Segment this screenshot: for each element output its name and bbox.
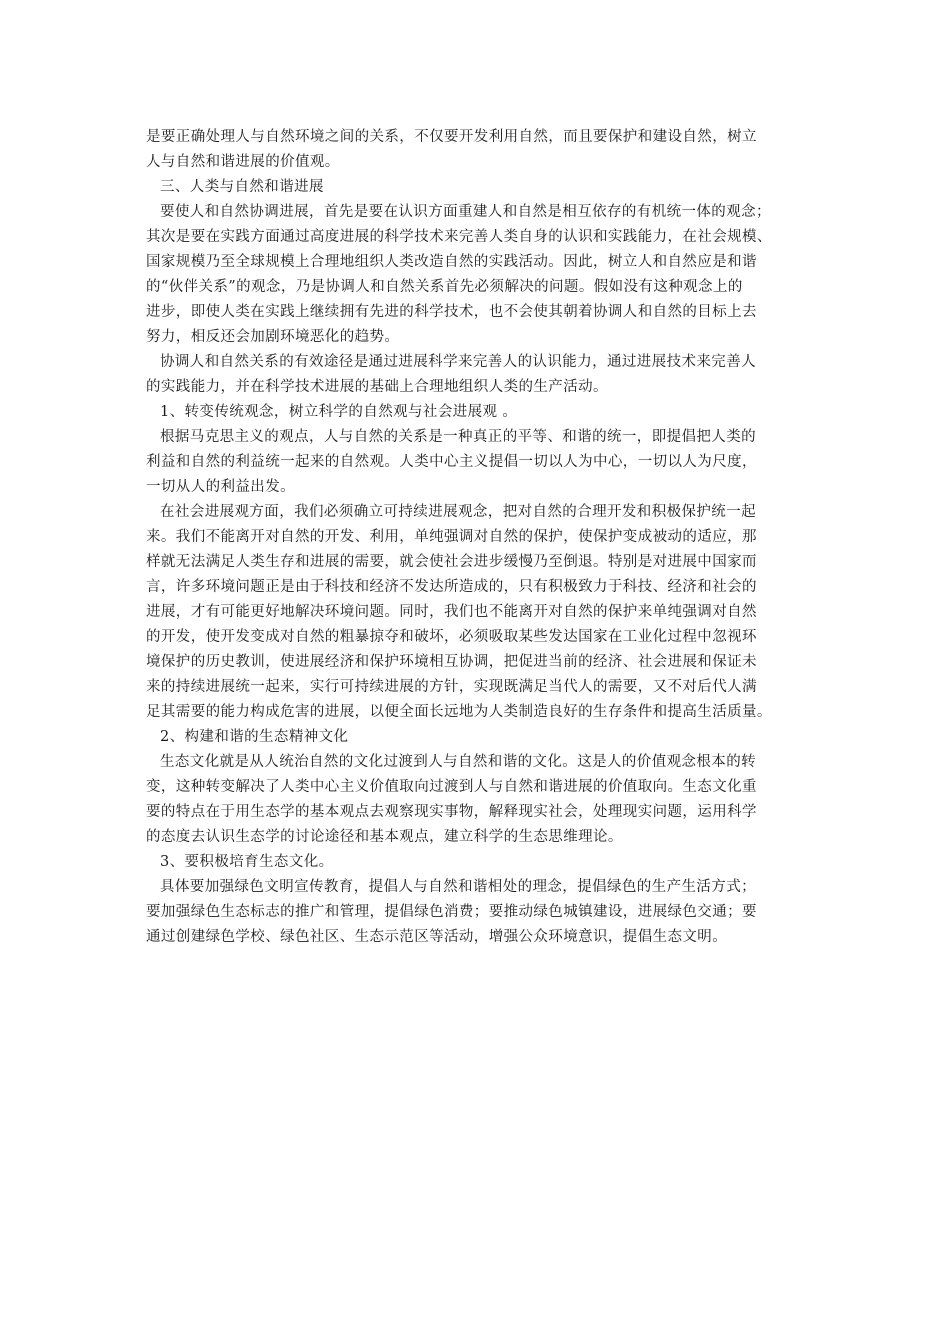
text-line: 利益和自然的利益统一起来的自然观。人类中心主义提倡一切以人为中心，一切以人为尺度， — [146, 454, 757, 470]
text-line: 的实践能力，并在科学技术进展的基础上合理地组织人类的生产活动。 — [146, 379, 608, 395]
text-line: 进步，即使人类在实践上继续拥有先进的科学技术，也不会使其朝着协调人和自然的目标上去 — [146, 304, 757, 320]
text-line: 努力，相反还会加剧环境恶化的趋势。 — [146, 329, 400, 345]
text-line: 的开发，使开发变成对自然的粗暴掠夺和破坏，必须吸取某些发达国家在工业化过程中忽视环 — [146, 629, 757, 645]
text-line: 其次是要在实践方面通过高度进展的科学技术来完善人类自身的认识和实践能力，在社会规模、 — [146, 229, 772, 245]
text-line: 足其需要的能力构成危害的进展，以便全面长远地为人类制造良好的生存条件和提高生活质量。 — [146, 704, 772, 720]
section-heading: 2、构建和谐的生态精神文化 — [160, 729, 349, 745]
section-heading: 1、转变传统观念，树立科学的自然观与社会进展观 。 — [160, 404, 518, 420]
text-line: 国家规模乃至全球规模上合理地组织人类改造自然的实践活动。因此，树立人和自然应是和谐 — [146, 254, 757, 270]
text-line: 言，许多环境问题正是由于科技和经济不发达所造成的，只有积极致力于科技、经济和社会的 — [146, 579, 757, 595]
text-line: 要使人和自然协调进展，首先是要在认识方面重建人和自然是相互依存的有机统一体的观念； — [160, 204, 771, 220]
text-line: 要加强绿色生态标志的推广和管理，提倡绿色消费；要推动绿色城镇建设，进展绿色交通；要 — [146, 904, 757, 920]
text-line: 通过创建绿色学校、绿色社区、生态示范区等活动，增强公众环境意识，提倡生态文明。 — [146, 929, 728, 945]
section-heading: 三、人类与自然和谐进展 — [160, 179, 324, 195]
text-line: 具体要加强绿色文明宣传教育，提倡人与自然和谐相处的理念，提倡绿色的生产生活方式； — [160, 879, 756, 895]
text-line: 一切从人的利益出发。 — [146, 479, 295, 495]
text-line: 境保护的历史教训，使进展经济和保护环境相互协调，把促进当前的经济、社会进展和保证未 — [146, 654, 757, 670]
text-line: 变，这种转变解决了人类中心主义价值取向过渡到人与自然和谐进展的价值取向。生态文化重 — [146, 779, 757, 795]
document-body — [146, 125, 806, 950]
text-line: 的态度去认识生态学的讨论途径和基本观点，建立科学的生态思维理论。 — [146, 829, 623, 845]
text-line: 来的持续进展统一起来，实行可持续进展的方针，实现既满足当代人的需要，又不对后代人满 — [146, 679, 757, 695]
text-line: 是要正确处理人与自然环境之间的关系，不仅要开发利用自然，而且要保护和建设自然，树立 — [146, 129, 757, 145]
text-line: 来。我们不能离开对自然的开发、利用，单纯强调对自然的保护，使保护变成被动的适应，那 — [146, 529, 757, 545]
text-line: 根据马克思主义的观点，人与自然的关系是一种真正的平等、和谐的统一，即提倡把人类的 — [160, 429, 756, 445]
text-line: 的“伙伴关系”的观念，乃是协调人和自然关系首先必须解决的问题。假如没有这种观念上的 — [146, 279, 743, 295]
text-line: 在社会进展观方面，我们必须确立可持续进展观念，把对自然的合理开发和积极保护统一起 — [160, 504, 756, 520]
text-line: 协调人和自然关系的有效途径是通过进展科学来完善人的认识能力，通过进展技术来完善人 — [160, 354, 756, 370]
section-heading: 3、要积极培育生态文化。 — [160, 854, 334, 870]
text-line: 生态文化就是从人统治自然的文化过渡到人与自然和谐的文化。这是人的价值观念根本的转 — [160, 754, 756, 770]
text-line: 样就无法满足人类生存和进展的需要，就会使社会进步缓慢乃至倒退。特别是对进展中国家而 — [146, 554, 757, 570]
text-line: 人与自然和谐进展的价值观。 — [146, 154, 340, 170]
text-line: 要的特点在于用生态学的基本观点去观察现实事物，解释现实社会，处理现实问题，运用科学 — [146, 804, 757, 820]
text-line: 进展，才有可能更好地解决环境问题。同时，我们也不能离开对自然的保护来单纯强调对自然 — [146, 604, 757, 620]
